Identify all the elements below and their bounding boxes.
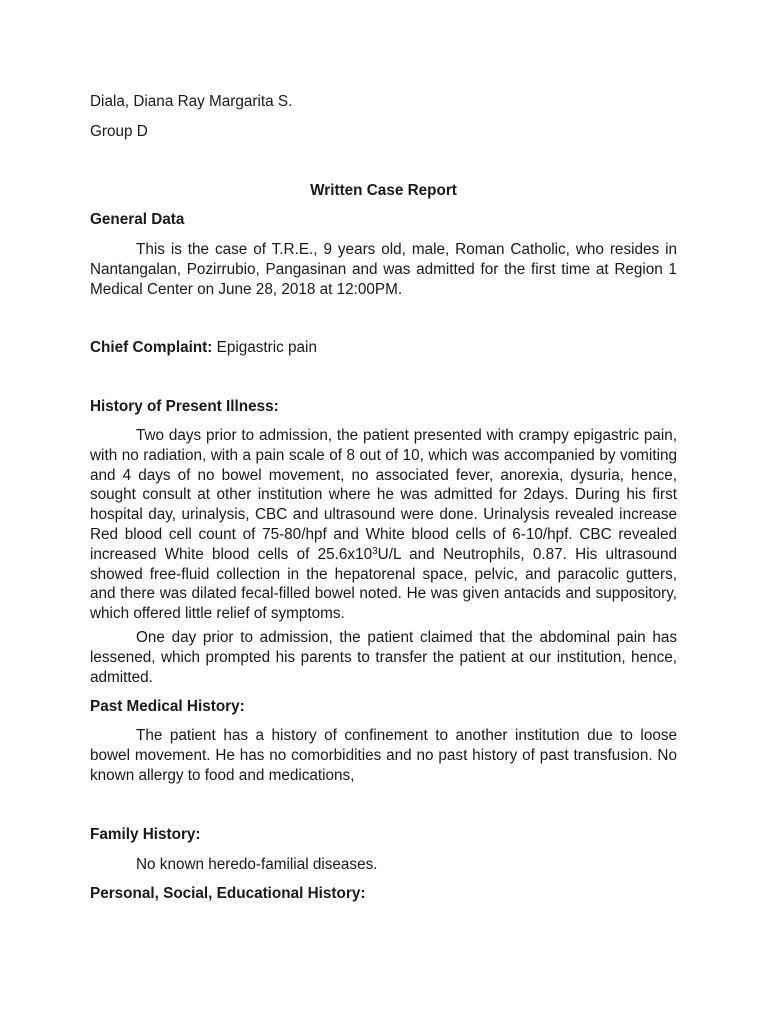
present-illness-text-b: U/L and Neutrophils, 0.87. His ultrasound showed free-fluid collection in the hepatorenal space, pelvic, and paracolic gutters, and there was dilated fecal-filled bowel noted. He was given antacids and suppository, which offered little relief of symptoms.	[90, 545, 677, 623]
present-illness-text-a: Two days prior to admission, the patient presented with crampy epigastric pain, with no radiation, with a pain scale of 8 out of 10, which was accompanied by vomiting and 4 days of no bowel movement, no associated fever, anorexia, dysuria, hence, sought consult at other institution where he was admitted for 2days. During his first hospital day, urinalysis, CBC and ultrasound were done. Urinalysis revealed increase Red blood cell count of 75-80/hpf and White blood cells of 6-10/hpf. CBC revealed increased White blood cells of 25.6x10	[90, 427, 677, 563]
present-illness-paragraph-2: One day prior to admission, the patient claimed that the abdominal pain has lessened, which prompted his parents to transfer the patient at our institution, hence, admitted.	[90, 629, 677, 686]
chief-complaint	[90, 338, 677, 358]
personal-history-heading: Personal, Social, Educational History:	[90, 885, 366, 902]
chief-complaint-value: Epigastric pain	[216, 339, 317, 356]
exponent: 3	[372, 545, 378, 557]
general-data-heading: General Data	[90, 211, 185, 228]
general-data-paragraph: This is the case of T.R.E., 9 years old, male, Roman Catholic, who resides in Nantangalan, Pozirrubio, Pangasinan and was admitted for the first time at Region 1 Medical Center on June 28, 2018 at 12:00PM.	[90, 241, 677, 298]
chief-complaint-label: Chief Complaint:	[90, 339, 213, 356]
family-history-paragraph: No known heredo-familial diseases.	[136, 856, 378, 873]
past-medical-heading: Past Medical History:	[90, 698, 245, 715]
present-illness-heading: History of Present Illness:	[90, 398, 279, 415]
present-illness-paragraph-1	[90, 426, 677, 624]
family-history-heading: Family History:	[90, 826, 201, 843]
group-label: Group D	[90, 123, 148, 140]
past-medical-paragraph: The patient has a history of confinement to another institution due to loose bowel movement. He has no comorbidities and no past history of past transfusion. No known allergy to food and medications,	[90, 727, 677, 784]
document-title: Written Case Report	[310, 182, 457, 199]
author-name: Diala, Diana Ray Margarita S.	[90, 93, 293, 110]
